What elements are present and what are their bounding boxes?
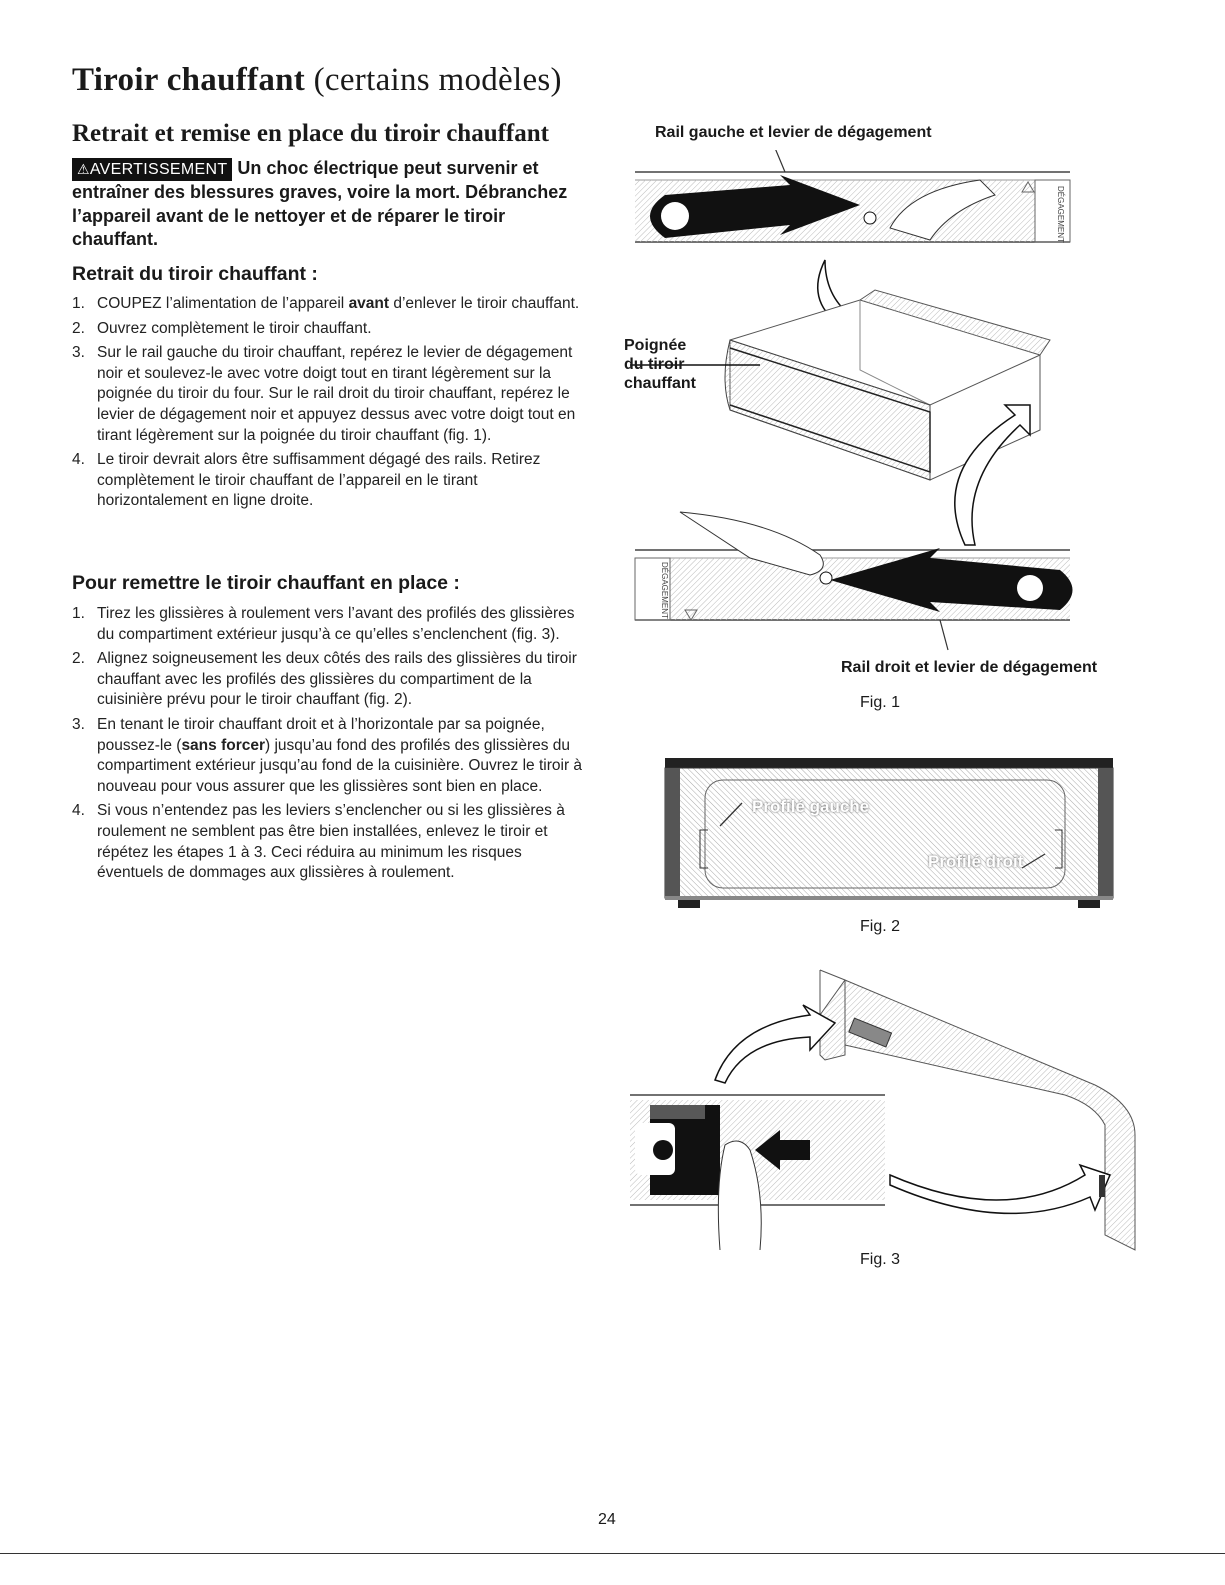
list-item: 4. Si vous n’entendez pas les leviers s’enclencher ou si les glissières à roulement ne semblent pas être bien installées, enlevez le tiroir et répétez les étapes 1 à 3. Ceci réduira au minimum les risques éventuels de dommages aux glissières à roulement.	[72, 802, 565, 882]
list-item: 1. Tirez les glissières à roulement vers l’avant des profilés des glissières du compartiment extérieur jusqu’à ce qu’elles s’enclenchent (fig. 3).	[72, 605, 575, 643]
fig1-label: Fig. 1	[860, 694, 901, 711]
fig1-left-rail-caption: Rail gauche et levier de dégagement	[655, 124, 932, 141]
fig2-label: Fig. 2	[860, 918, 901, 935]
bottom-divider	[0, 1553, 1225, 1554]
title-bold: Tiroir chauffant	[72, 62, 306, 98]
release-label-left: DÉGAGEMENT	[1056, 186, 1065, 243]
replace-heading: Pour remettre le tiroir chauffant en place :	[72, 572, 460, 594]
fig3-illustration	[625, 965, 1145, 1255]
warning-badge: ⚠AVERTISSEMENT	[72, 158, 232, 181]
list-item: 3. En tenant le tiroir chauffant droit et à l’horizontale par sa poignée, poussez-le (sans forcer) jusqu’au fond des profilés des glissières du compartiment extérieur jusqu’au fond de la cuisinière. Ouvrez le tiroir à nouveau pour vous assurer que les glissières sont bien en place.	[72, 715, 583, 795]
fig1-illustration	[630, 150, 1080, 670]
removal-steps	[72, 294, 592, 516]
list-item: 4. Le tiroir devrait alors être suffisamment dégagé des rails. Retirez complètement le tiroir chauffant de l’appareil en le tirant horizontalement en ligne droite.	[72, 451, 541, 510]
fig2-right-profile-label: Profilé droit	[928, 852, 1024, 871]
fig3-label: Fig. 3	[860, 1251, 901, 1268]
fig2-illustration	[660, 758, 1120, 913]
title-rest: (certains modèles)	[305, 62, 562, 98]
warning-block	[72, 157, 592, 252]
arrow-icon-bottom	[890, 1165, 1110, 1213]
left-rail	[635, 150, 1070, 243]
fig1-handle-label: Poignée du tiroir chauffant	[624, 337, 696, 392]
arrow-icon-top	[715, 1005, 835, 1083]
fig2-left-profile-label: Profilé gauche	[752, 797, 870, 816]
page-title	[72, 62, 562, 99]
warning-text: Un choc électrique peut survenir et entraîner des blessures graves, voire la mort. Débranchez l’appareil avant de le nettoyer et de réparer le tiroir chauffant.	[72, 158, 568, 249]
list-item: 2. Alignez soigneusement les deux côtés des rails des glissières du tiroir chauffant avec les profilés des glissières du compartiment de la cuisinière prévu pour le tiroir chauffant (fig. 2).	[72, 650, 577, 709]
page-number: 24	[598, 1511, 616, 1528]
list-item: 1. COUPEZ l’alimentation de l’appareil avant d’enlever le tiroir chauffant.	[72, 295, 580, 312]
removal-heading: Retrait du tiroir chauffant :	[72, 263, 318, 285]
list-item: 3. Sur le rail gauche du tiroir chauffant, repérez le levier de dégagement noir et soulevez-le avec votre doigt tout en tirant légèrement sur la poignée du tiroir du four. Sur le rail droit du tiroir chauffant, repérez le levier de dégagement noir et appuyez dessus avec votre doigt tout en tirant légèrement sur la poignée du tiroir chauffant (fig. 1).	[72, 344, 576, 444]
replace-steps	[72, 604, 592, 888]
rail-closeup	[630, 1095, 885, 1250]
fig1-right-rail-caption: Rail droit et levier de dégagement	[841, 659, 1098, 676]
right-rail	[635, 512, 1073, 650]
drawer-illustration	[630, 260, 1050, 545]
list-item: 2. Ouvrez complètement le tiroir chauffant.	[72, 319, 372, 337]
warning-triangle-icon: ⚠	[77, 161, 90, 177]
release-label-right: DÉGAGEMENT	[660, 562, 669, 619]
section-subtitle: Retrait et remise en place du tiroir chauffant	[72, 120, 549, 147]
